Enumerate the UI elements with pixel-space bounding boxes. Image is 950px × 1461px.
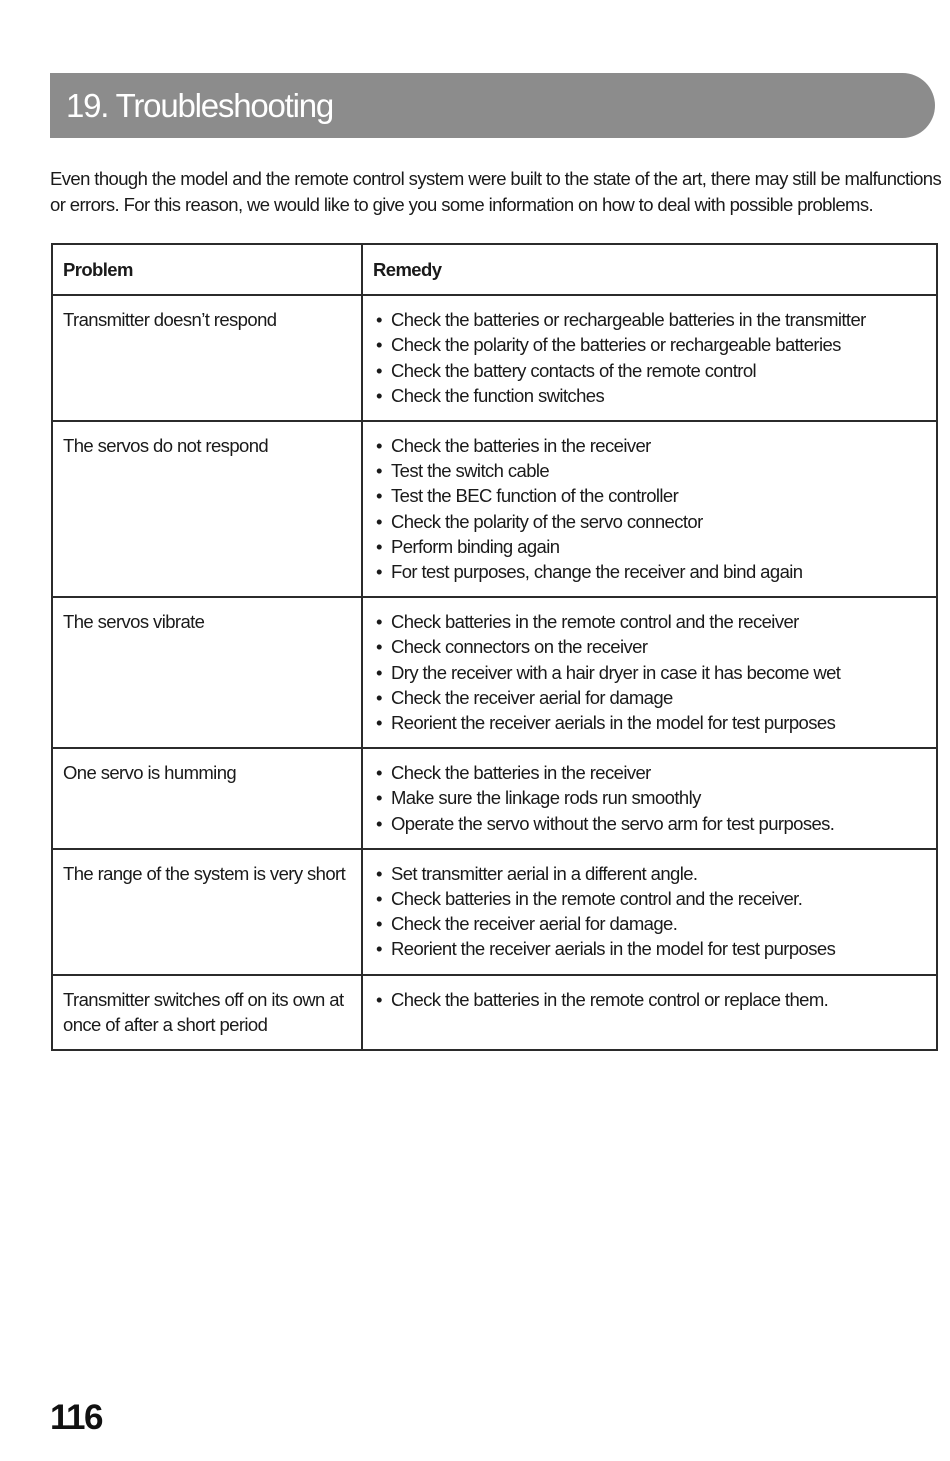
table-row bbox=[52, 748, 937, 849]
page-number: 116 bbox=[50, 1398, 102, 1437]
remedy-item: • Check batteries in the remote control and the receiver bbox=[376, 609, 926, 634]
remedy-item: • For test purposes, change the receiver and bind again bbox=[376, 559, 926, 584]
remedy-item: • Check connectors on the receiver bbox=[376, 634, 926, 659]
table-header-row bbox=[52, 244, 937, 295]
remedy-item: • Reorient the receiver aerials in the model for test purposes bbox=[376, 936, 926, 961]
remedy-item: • Set transmitter aerial in a different angle. bbox=[376, 861, 926, 886]
troubleshooting-table bbox=[51, 243, 938, 1051]
remedy-item: • Make sure the linkage rods run smoothly bbox=[376, 785, 926, 810]
intro-paragraph: Even though the model and the remote control system were built to the state of the art, there may still be malfunctions or errors. For this reason, we would like to give you some information on how to deal with possible problems. bbox=[50, 168, 942, 215]
table-row bbox=[52, 421, 937, 597]
problem-cell: The servos do not respond bbox=[52, 421, 362, 597]
section-header bbox=[50, 73, 935, 138]
remedy-list bbox=[373, 307, 926, 408]
remedy-item: • Check the battery contacts of the remote control bbox=[376, 358, 926, 383]
remedy-item: • Test the BEC function of the controller bbox=[376, 483, 926, 508]
remedy-cell bbox=[362, 597, 937, 748]
table-row bbox=[52, 975, 937, 1050]
remedy-cell bbox=[362, 421, 937, 597]
remedy-item: • Check the batteries in the receiver bbox=[376, 433, 926, 458]
remedy-item: • Check the receiver aerial for damage. bbox=[376, 911, 926, 936]
remedy-item: • Dry the receiver with a hair dryer in case it has become wet bbox=[376, 660, 926, 685]
table-row bbox=[52, 597, 937, 748]
remedy-item: • Check batteries in the remote control and the receiver. bbox=[376, 886, 926, 911]
problem-cell: Transmitter switches off on its own at once of after a short period bbox=[52, 975, 362, 1050]
remedy-list bbox=[373, 861, 926, 962]
remedy-item: • Reorient the receiver aerials in the model for test purposes bbox=[376, 710, 926, 735]
remedy-item: • Check the batteries in the remote control or replace them. bbox=[376, 987, 926, 1012]
remedy-item: • Test the switch cable bbox=[376, 458, 926, 483]
remedy-item: • Check the polarity of the servo connector bbox=[376, 509, 926, 534]
remedy-item: • Perform binding again bbox=[376, 534, 926, 559]
remedy-cell bbox=[362, 849, 937, 975]
remedy-item: • Check the function switches bbox=[376, 383, 926, 408]
problem-cell: Transmitter doesn’t respond bbox=[52, 295, 362, 421]
remedy-item: • Check the batteries in the receiver bbox=[376, 760, 926, 785]
remedy-cell bbox=[362, 295, 937, 421]
remedy-list bbox=[373, 760, 926, 836]
problem-cell: The range of the system is very short bbox=[52, 849, 362, 975]
problem-cell: The servos vibrate bbox=[52, 597, 362, 748]
problem-cell: One servo is humming bbox=[52, 748, 362, 849]
remedy-item: • Check the receiver aerial for damage bbox=[376, 685, 926, 710]
table-body bbox=[52, 295, 937, 1050]
column-header-problem: Problem bbox=[52, 244, 362, 295]
remedy-list bbox=[373, 987, 926, 1012]
remedy-list bbox=[373, 433, 926, 584]
remedy-cell bbox=[362, 748, 937, 849]
remedy-cell bbox=[362, 975, 937, 1050]
table-row bbox=[52, 849, 937, 975]
remedy-item: • Check the polarity of the batteries or rechargeable batteries bbox=[376, 332, 926, 357]
remedy-item: • Check the batteries or rechargeable batteries in the transmitter bbox=[376, 307, 926, 332]
remedy-item: • Operate the servo without the servo arm for test purposes. bbox=[376, 811, 926, 836]
section-title: 19. Troubleshooting bbox=[66, 87, 334, 124]
column-header-remedy: Remedy bbox=[362, 244, 937, 295]
table-row bbox=[52, 295, 937, 421]
remedy-list bbox=[373, 609, 926, 735]
